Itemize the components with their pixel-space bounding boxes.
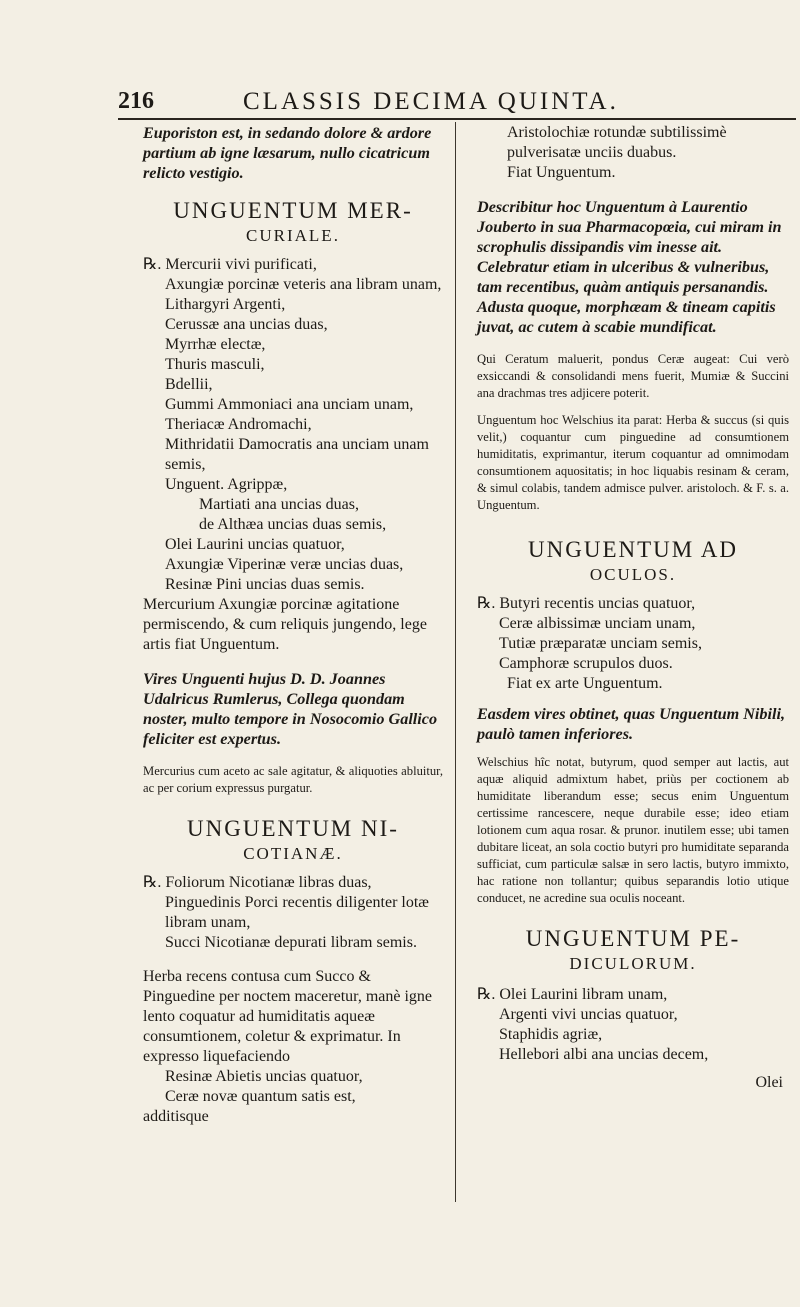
text-line: Herba recens contusa cum Succo & Pinguedine per noctem maceretur, manè igne lento coquatur ad humiditatis aqueæ consumtionem, coletur & exprimatur. In expresso liquefaciendo <box>143 968 433 1065</box>
text-line: Axungiæ Viperinæ veræ uncias duas, <box>165 556 404 573</box>
catchword: Olei <box>755 1074 783 1091</box>
spacer <box>143 953 443 967</box>
text-line: Fiat Unguentum. <box>507 164 616 181</box>
section-heading: CURIALE. <box>246 226 340 245</box>
section-heading: DICULORUM. <box>569 954 697 973</box>
page-header <box>118 88 678 122</box>
spacer <box>477 586 789 594</box>
text-line: Ceræ albissimæ unciam unam, <box>499 615 696 632</box>
section-heading: UNGUENTUM MER- <box>173 198 413 223</box>
spacer <box>477 1065 789 1073</box>
text-line: Theriacæ Andromachi, <box>165 416 312 433</box>
section-heading: COTIANÆ. <box>243 844 343 863</box>
text-line: Olei Laurini uncias quatuor, <box>165 536 345 553</box>
text-line: Axungiæ porcinæ veteris ana libram unam, <box>165 276 442 293</box>
text-line: Resinæ Pini uncias duas semis. <box>165 576 365 593</box>
spacer <box>477 694 789 704</box>
commentary-paragraph: Qui Ceratum maluerit, pondus Ceræ augeat: Cui verò exsiccandi & consolidandi mens fuerit, Mumiæ & Succini ana drachmas tres adjicere poterit. <box>477 352 789 400</box>
text-line: Myrrhæ electæ, <box>165 336 266 353</box>
text-line: Cerussæ ana uncias duas, <box>165 316 328 333</box>
spacer <box>143 865 443 873</box>
text-line: ℞. Foliorum Nicotianæ libras duas, <box>143 874 372 891</box>
column-divider <box>455 122 456 1202</box>
spacer <box>477 402 789 412</box>
text-line: Martiati ana uncias duas, <box>199 496 359 513</box>
spacer <box>477 337 789 351</box>
text-line: Ceræ novæ quantum satis est, <box>165 1088 356 1105</box>
page-number: 216 <box>118 88 154 114</box>
text-line: Unguent. Agrippæ, <box>165 476 288 493</box>
commentary-paragraph: Mercurius cum aceto ac sale agitatur, & aliquoties abluitur, ac per corium expressus purgatur. <box>143 764 443 795</box>
text-line: ℞. Mercurii vivi purificati, <box>143 256 317 273</box>
italic-note: Describitur hoc Unguentum à Laurentio Jouberto in sua Pharmacopœia, cui miram in scrophulis dissipandis vim inesse ait. Celebratur etiam in ulceribus & vulneribus, tam recentibus, quàm antiquis persanandis. Adusta quoque, morphæam & tineam capitis juvat, ac cutem à scabie mundificat. <box>477 198 782 336</box>
spacer <box>143 749 443 763</box>
text-line: Succi Nicotianæ depurati libram semis. <box>165 934 417 951</box>
italic-note: Vires Unguenti hujus D. D. Joannes Udalricus Rumlerus, Collega quondam noster, multo tempore in Nosocomio Gallico feliciter est expertus. <box>143 670 438 748</box>
text-line: Staphidis agriæ, <box>499 1026 603 1043</box>
commentary-paragraph: Welschius hîc notat, butyrum, quod semper aut lactis, aut aquæ aliquid admixtum habet, priùs per coctionem ab humiditate liberandum esse; secus enim Unguentum certissime rancescere, neque durabile esse; ideo etiam lotionem cum aqua rosar. & prunor. inutilem esse; ubi tamen dubitare liceat, an sola coctio butyri pro humiditate separanda sufficiat, cum particulæ salsæ in sero lactis, butyro immixto, hac ratione non tollantur; quibus separandis lotio utique conducet, ne acredine sua oculis noceant. <box>477 755 789 905</box>
text-line: de Althæa uncias duas semis, <box>199 516 387 533</box>
commentary-paragraph: Unguentum hoc Welschius ita parat: Herba & succus (si quis velit,) coquantur cum pinguedine ad consumtionem humiditatis, exprimantur, iterum coquantur ad omnimodam consumtionem aquositatis; in hoc liquabis resinam & ceram, & simul colabis, tandem admisce pulver. aristoloch. & F. s. a. Unguentum. <box>477 413 789 512</box>
text-line: ℞. Butyri recentis uncias quatuor, <box>477 595 696 612</box>
spacer <box>477 907 789 925</box>
text-line: Fiat ex arte Unguentum. <box>507 675 663 692</box>
section-heading: UNGUENTUM NI- <box>187 816 399 841</box>
text-line: Lithargyri Argenti, <box>165 296 286 313</box>
text-line: Camphoræ scrupulos duos. <box>499 655 673 672</box>
spacer <box>477 183 789 197</box>
text-line: Mercurium Axungiæ porcinæ agitatione permiscendo, & cum reliquis jungendo, lege artis fiat Unguentum. <box>143 596 427 653</box>
spacer <box>477 975 789 985</box>
text-line: Gummi Ammoniaci ana unciam unam, <box>165 396 414 413</box>
running-title: CLASSIS DECIMA QUINTA. <box>243 88 619 115</box>
right-column <box>477 123 789 1093</box>
section-heading: OCULOS. <box>589 565 677 584</box>
italic-note: Euporiston est, in sedando dolore & ardore partium ab igne læsarum, nullo cicatricum relicto vestigio. <box>143 124 432 182</box>
text-line: Thuris masculi, <box>165 356 265 373</box>
spacer <box>477 744 789 754</box>
text-line: additisque <box>143 1108 209 1125</box>
text-line: Pinguedinis Porci recentis diligenter lotæ libram unam, <box>165 894 429 931</box>
text-line: Resinæ Abietis uncias quatuor, <box>165 1068 363 1085</box>
spacer <box>143 183 443 197</box>
text-line: Bdellii, <box>165 376 213 393</box>
text-line: Mithridatii Damocratis ana unciam unam semis, <box>165 436 429 473</box>
section-heading: UNGUENTUM AD <box>528 537 738 562</box>
text-line: Aristolochiæ rotundæ subtilissimè pulverisatæ unciis duabus. <box>507 124 727 161</box>
left-column <box>143 123 443 1127</box>
section-heading: UNGUENTUM PE- <box>525 926 741 951</box>
spacer <box>143 797 443 815</box>
spacer <box>143 247 443 255</box>
text-line: Hellebori albi ana uncias decem, <box>499 1046 709 1063</box>
text-line: ℞. Olei Laurini libram unam, <box>477 986 668 1003</box>
text-line: Tutiæ præparatæ unciam semis, <box>499 635 702 652</box>
text-line: Argenti vivi uncias quatuor, <box>499 1006 678 1023</box>
spacer <box>143 655 443 669</box>
italic-note: Easdem vires obtinet, quas Unguentum Nibili, paulò tamen inferiores. <box>477 705 786 743</box>
spacer <box>477 514 789 536</box>
header-rule <box>118 118 796 120</box>
